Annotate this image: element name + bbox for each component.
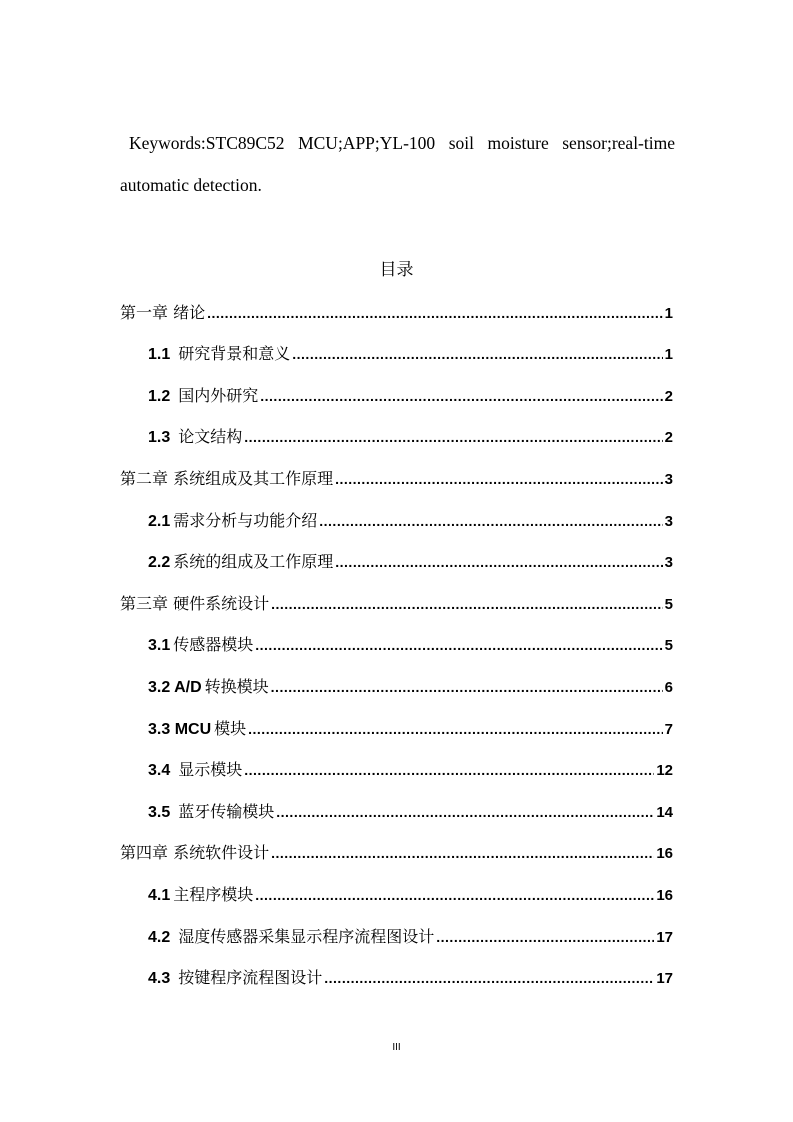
toc-leader-dots <box>207 302 663 324</box>
toc-title: 目录 <box>379 260 414 280</box>
toc-entry-3-1[interactable] <box>148 634 673 656</box>
toc-entry-page: 1 <box>664 346 673 363</box>
toc-entry-page: 1 <box>664 305 673 322</box>
toc-entry-label: 第二章 系统组成及其工作原理 <box>120 469 334 488</box>
toc-entry-page: 3 <box>664 513 673 530</box>
toc-entry-number: 4.1 <box>148 887 171 904</box>
toc-entry-4-2[interactable] <box>148 926 673 948</box>
toc-entry-3-2[interactable] <box>148 676 673 698</box>
toc-entry-label: 主程序模块 <box>173 885 254 904</box>
toc-entry-page: 17 <box>656 970 673 987</box>
toc-leader-dots <box>244 759 654 781</box>
page-number-footer: III <box>392 1042 401 1053</box>
toc-entry-label: 按键程序流程图设计 <box>178 968 323 987</box>
toc-entry-chapter-4[interactable] <box>120 842 673 864</box>
toc-entry-label: 转换模块 <box>204 677 269 696</box>
toc-entry-number: 4.2 <box>148 929 171 946</box>
toc-entry-label: 显示模块 <box>178 760 243 779</box>
toc-entry-label: 第三章 硬件系统设计 <box>120 594 270 613</box>
toc-entry-label: 论文结构 <box>178 427 243 446</box>
toc-leader-dots <box>260 385 662 407</box>
toc-entry-number: 3.3 MCU <box>148 721 212 738</box>
toc-entry-chapter-1[interactable] <box>120 302 673 324</box>
toc-entry-1-2[interactable] <box>148 385 673 407</box>
toc-entry-number: 2.1 <box>148 513 171 530</box>
toc-entry-page: 5 <box>664 596 673 613</box>
toc-entry-label: 传感器模块 <box>173 635 254 654</box>
toc-entry-chapter-3[interactable] <box>120 593 673 615</box>
toc-entry-number: 1.3 <box>148 429 171 446</box>
toc-entry-4-1[interactable] <box>148 884 673 906</box>
toc-entry-label: 研究背景和意义 <box>178 344 291 363</box>
toc-entry-number: 3.4 <box>148 762 171 779</box>
toc-leader-dots <box>324 967 654 989</box>
toc-leader-dots <box>276 801 654 823</box>
toc-entry-number: 1.2 <box>148 388 171 405</box>
toc-entry-number: 3.1 <box>148 637 171 654</box>
toc-entry-label: 蓝牙传输模块 <box>178 802 275 821</box>
toc-entry-number: 3.2 A/D <box>148 679 202 696</box>
toc-leader-dots <box>271 593 663 615</box>
toc-leader-dots <box>255 634 662 656</box>
toc-entry-number: 3.5 <box>148 804 171 821</box>
toc-entry-1-3[interactable] <box>148 426 673 448</box>
toc-entry-label: 模块 <box>214 719 247 738</box>
toc-entry-label: 系统的组成及工作原理 <box>173 552 334 571</box>
toc-entry-3-3[interactable] <box>148 718 673 740</box>
toc-entry-label: 湿度传感器采集显示程序流程图设计 <box>178 927 435 946</box>
toc-entry-page: 3 <box>664 471 673 488</box>
toc-entry-page: 17 <box>656 929 673 946</box>
toc-entry-number: 2.2 <box>148 554 171 571</box>
toc-entry-page: 6 <box>664 679 673 696</box>
toc-entry-page: 7 <box>664 721 673 738</box>
toc-leader-dots <box>436 926 654 948</box>
toc-leader-dots <box>255 884 654 906</box>
toc-entry-2-2[interactable] <box>148 551 673 573</box>
toc-entry-label: 需求分析与功能介绍 <box>173 511 318 530</box>
toc-leader-dots <box>292 343 662 365</box>
toc-leader-dots <box>335 551 662 573</box>
toc-entry-number: 1.1 <box>148 346 171 363</box>
toc-entry-page: 16 <box>656 887 673 904</box>
toc-entry-4-3[interactable] <box>148 967 673 989</box>
toc-entry-3-5[interactable] <box>148 801 673 823</box>
toc-leader-dots <box>319 510 662 532</box>
toc-entry-page: 12 <box>656 762 673 779</box>
toc-entry-page: 2 <box>664 388 673 405</box>
toc-leader-dots <box>271 676 663 698</box>
toc-entry-chapter-2[interactable] <box>120 468 673 490</box>
toc-leader-dots <box>244 426 662 448</box>
toc-leader-dots <box>248 718 663 740</box>
toc-entry-3-4[interactable] <box>148 759 673 781</box>
toc-entry-1-1[interactable] <box>148 343 673 365</box>
toc-entry-page: 3 <box>664 554 673 571</box>
keywords-paragraph: Keywords:STC89C52 MCU;APP;YL-100 soil moisture sensor;real-time automatic detection. <box>120 132 675 195</box>
toc-entry-2-1[interactable] <box>148 510 673 532</box>
toc-entry-page: 14 <box>656 804 673 821</box>
toc-entry-label: 国内外研究 <box>178 386 259 405</box>
toc-leader-dots <box>335 468 663 490</box>
toc-entry-page: 2 <box>664 429 673 446</box>
toc-entry-number: 4.3 <box>148 970 171 987</box>
toc-entry-label: 第四章 系统软件设计 <box>120 843 270 862</box>
toc-entry-label: 第一章 绪论 <box>120 303 206 322</box>
toc-entry-page: 16 <box>656 845 673 862</box>
toc-entry-page: 5 <box>664 637 673 654</box>
toc-leader-dots <box>271 842 654 864</box>
